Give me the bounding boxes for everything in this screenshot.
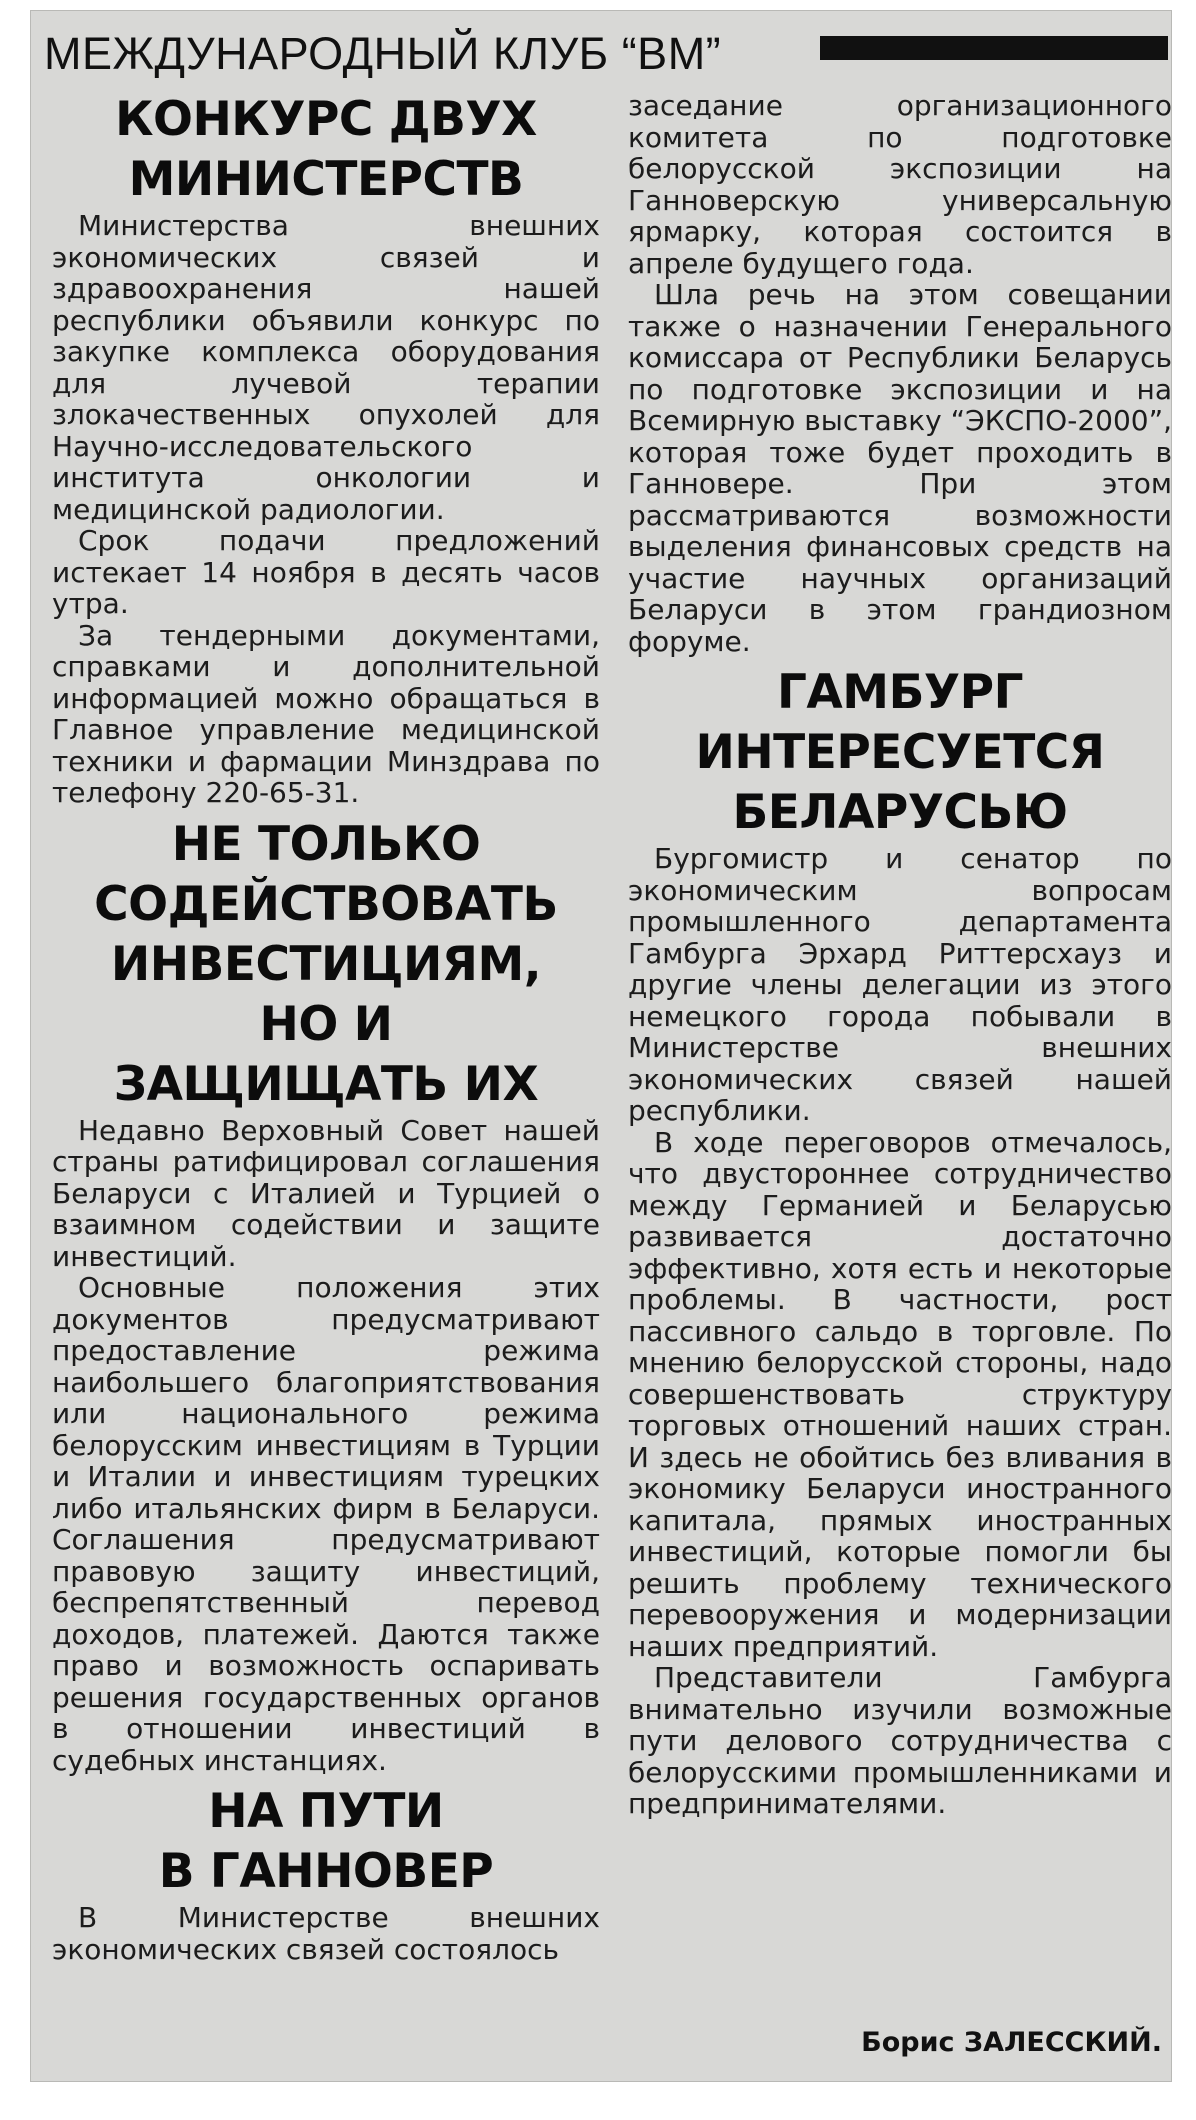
headline-line: НЕ ТОЛЬКО <box>171 816 481 872</box>
article-headline <box>52 1782 600 1902</box>
headline-line: ИНТЕРЕСУЕТСЯ <box>695 725 1105 780</box>
article-paragraph: Срок подачи предложений истекает 14 ноября в десять часов утра. <box>52 524 600 620</box>
headline-line: МИНИСТЕРСТВ <box>128 152 524 207</box>
article-paragraph: За тендерными документами, справками и дополнительной информацией можно обращаться в Главное управление медицинской техники и фармации Минздрава по телефону 220-65-31. <box>52 618 600 809</box>
right-column <box>628 90 1172 1820</box>
headline-line: КОНКУРС ДВУХ <box>115 92 537 147</box>
article-headline <box>52 815 600 1115</box>
article-headline <box>628 663 1172 843</box>
headline-line: ГАМБУРГ <box>776 665 1024 720</box>
article-contest <box>52 90 600 809</box>
headline-line: ИНВЕСТИЦИЯМ, <box>110 936 542 992</box>
headline-line: БЕЛАРУСЬЮ <box>732 785 1068 840</box>
article-paragraph: Шла речь на этом совещании также о назначении Генерального комиссара от Республики Беларусь по подготовке экспозиции и на Всемирную выставку “ЭКСПО-2000”, которая тоже будет проходить в Ганновере. При этом рассматриваются возможности выделения финансовых средств на участие научных организаций Беларуси в этом грандиозном форуме. <box>628 278 1172 658</box>
article-paragraph: заседание организационного комитета по подготовке белорусской экспозиции на Ганноверскую универсальную ярмарку, которая состоится в апреле будущего года. <box>628 89 1172 280</box>
article-headline <box>52 90 600 210</box>
article-investments <box>52 815 600 1777</box>
article-paragraph: Бургомистр и сенатор по экономическим вопросам промышленного департамента Гамбурга Эрхард Риттерсхауз и другие члены делегации из этого немецкого города побывали в Министерстве внешних экономических связей нашей республики. <box>628 842 1172 1127</box>
article-paragraph: В Министерстве внешних экономических связей состоялось <box>52 1901 600 1966</box>
newspaper-clipping <box>30 10 1172 2082</box>
headline-line: В ГАННОВЕР <box>158 1844 494 1899</box>
article-hannover-continued <box>628 90 1172 657</box>
headline-line: НА ПУТИ <box>208 1784 444 1839</box>
headline-line: СОДЕЙСТВОВАТЬ <box>94 876 558 932</box>
article-paragraph: Министерства внешних экономических связей и здравоохранения нашей республики объявили конкурс по закупке комплекса оборудования для лучевой терапии злокачественных опухолей для Научно-исследовательского института онкологии и медицинской радиологии. <box>52 209 600 526</box>
headline-line: НО И <box>259 996 393 1052</box>
article-paragraph: В ходе переговоров отмечалось, что двустороннее сотрудничество между Германией и Беларусью развивается достаточно эффективно, хотя есть и некоторые проблемы. В частности, рост пассивного сальдо в торговле. По мнению белорусской стороны, надо совершенствовать структуру торговых отношений наших стран. И здесь не обойтись без вливания в экономику Беларуси иностранного капитала, прямых иностранных инвестиций, которые помогли бы решить проблему технического перевооружения и модернизации наших предприятий. <box>628 1125 1172 1663</box>
article-paragraph: Представители Гамбурга внимательно изучили возможные пути делового сотрудничества с белорусскими промышленниками и предпринимателями. <box>628 1661 1172 1820</box>
headline-line: ЗАЩИЩАТЬ ИХ <box>113 1056 539 1112</box>
article-paragraph: Основные положения этих документов предусматривают предоставление режима наибольшего благоприятствования или национального режима белорусским инвестициям в Турции и Италии и инвестициям турецких либо итальянских фирм в Беларуси. Соглашения предусматривают правовую защиту инвестиций, беспрепятственный перевод доходов, платежей. Даются также право и возможность оспаривать решения государственных органов в отношении инвестиций в судебных инстанциях. <box>52 1271 600 1777</box>
article-hamburg <box>628 663 1172 1820</box>
left-column <box>52 90 600 1965</box>
rubric-title: МЕЖДУНАРОДНЫЙ КЛУБ “ВМ” <box>44 28 722 79</box>
article-paragraph: Недавно Верховный Совет нашей страны ратифицировал соглашения Беларуси с Италией и Турцией о взаимном содействии и защите инвестиций. <box>52 1113 600 1273</box>
article-hannover <box>52 1782 600 1965</box>
rubric-bar <box>820 36 1168 60</box>
author-byline: Борис ЗАЛЕССКИЙ. <box>861 2027 1162 2058</box>
